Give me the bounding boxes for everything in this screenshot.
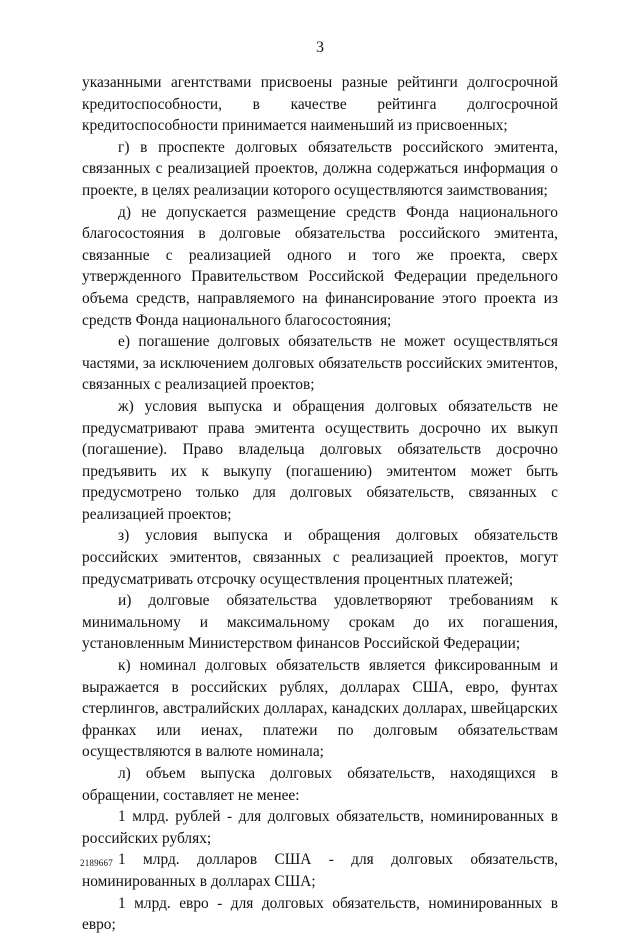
paragraph-continuation: указанными агентствами присвоены разные рейтинги долгосрочной кредитоспособности, в качестве рейтинга долгосрочной кредитоспособности принимается наименьший из присвоенных; [82,74,558,135]
paragraph-d: д) не допускается размещение средств Фонда национального благосостояния в долговые обязательства российского эмитента, связанные с реализацией одного и того же проекта, сверх утвержденного Правительством Российской Федерации предельного объема средств, направляемого на финансирование этого проекта из средств Фонда национального благосостояния; [82,203,558,329]
paragraph-k: к) номинал долговых обязательств является фиксированным и выражается в российских рублях, долларах США, евро, фунтах стерлингов, австралийских долларах, канадских долларах, швейцарских франках или иенах, платежи по долговым обязательствам осуществляются в валюте номинала; [82,657,558,761]
document-body [82,72,558,936]
document-code: 2189667 [80,858,113,868]
paragraph-usd: 1 млрд. долларов США - для долговых обязательств, номинированных в долларах США; [82,851,558,890]
paragraph-l: л) объем выпуска долговых обязательств, находящихся в обращении, составляет не менее: [82,765,558,804]
paragraph-z: з) условия выпуска и обращения долговых обязательств российских эмитентов, связанных с реализацией проектов, могут предусматривать отсрочку осуществления процентных платежей; [82,527,558,588]
page-number: 3 [316,39,324,56]
paragraph-g: г) в проспекте долговых обязательств российского эмитента, связанных с реализацией проектов, должна содержаться информация о проекте, в целях реализации которого осуществляются заимствования; [82,138,558,199]
paragraph-i: и) долговые обязательства удовлетворяют требованиям к минимальному и максимальному срокам до их погашения, установленным Министерством финансов Российской Федерации; [82,592,558,653]
paragraph-e: е) погашение долговых обязательств не может осуществляться частями, за исключением долговых обязательств российских эмитентов, связанных с реализацией проектов; [82,333,558,394]
paragraph-zh: ж) условия выпуска и обращения долговых обязательств не предусматривают права эмитента осуществить досрочно их выкуп (погашение). Право владельца долговых обязательств досрочно предъявить их к выкупу (погашению) эмитентом может быть предусмотрено только для долговых обязательств, связанных с реализацией проектов; [82,397,558,523]
paragraph-eur: 1 млрд. евро - для долговых обязательств, номинированных в евро; [82,894,558,934]
paragraph-rub: 1 млрд. рублей - для долговых обязательств, номинированных в российских рублях; [82,808,558,847]
